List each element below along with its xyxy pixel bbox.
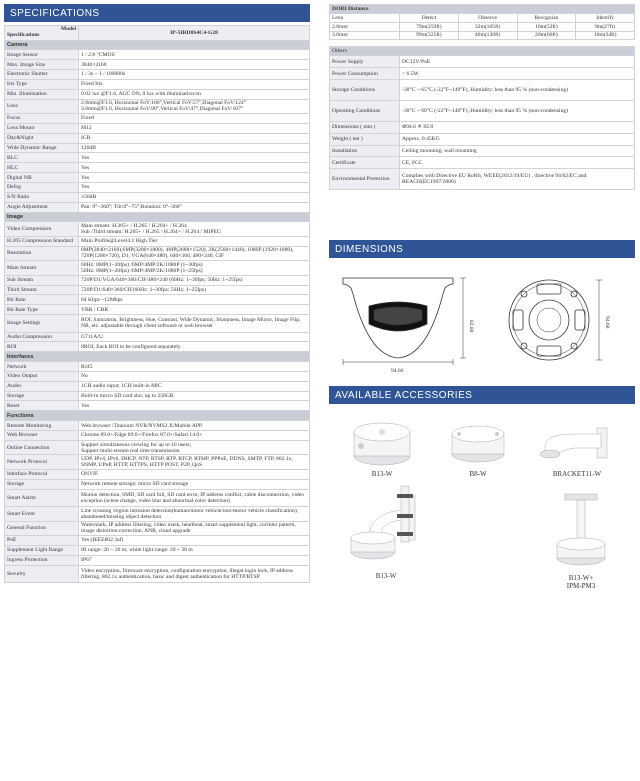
spec-label: Video Compression xyxy=(5,222,79,237)
dori-row xyxy=(330,22,635,31)
spec-value: G711A/U xyxy=(79,332,310,342)
spec-value: ICR xyxy=(79,133,310,143)
spec-value: 1CH audio input; 1CH built-in MIC xyxy=(79,381,310,391)
spec-value: IP67 xyxy=(79,555,310,565)
spec-value: 1 / 3s ~ 1 / 100000s xyxy=(79,70,310,80)
others-label: Storage Conditions xyxy=(330,79,400,100)
spec-value: Yes xyxy=(79,173,310,183)
section-title: Interfaces xyxy=(5,352,310,362)
spec-row xyxy=(5,469,310,479)
spec-label: Electronic Shutter xyxy=(5,70,79,80)
spec-value: Yes xyxy=(79,401,310,411)
spec-row xyxy=(5,381,310,391)
dori-cell: 40m(130ft) xyxy=(458,31,517,40)
spec-label: Storage xyxy=(5,391,79,401)
spec-label: Focus xyxy=(5,114,79,124)
dori-cell: 16m(52ft) xyxy=(517,22,576,31)
width-dim-label: 94.60 xyxy=(391,368,404,375)
spec-row xyxy=(5,99,310,114)
spec-row xyxy=(5,521,310,536)
spec-row xyxy=(5,275,310,285)
spec-value: 2.8mm@F1.6, Horizontal FoV:106°,Vertical FoV:57°,Diagonal FoV:124° 3.6mm@F1.6, Horizontal FoV:90°,Vertical FoV:47°,Diagonal FoV:107° xyxy=(79,99,310,114)
model-value: IP-5IRD8S4C4-G28 xyxy=(79,26,310,41)
spec-value: Fixed xyxy=(79,114,310,124)
spec-value: UDP, IPv4, IPv6, DHCP, NTP, RTSP, RTP, RTCP, RTMP, PPPoE, DDNS, SMTP, FTP, 802.1x, SNMP, UPnP, HTTP, HTTPS, HTTP POST, P2P, QoS xyxy=(79,455,310,470)
spec-label: Storage xyxy=(5,479,79,489)
dori-header: Recognize xyxy=(517,14,576,23)
spec-value: No xyxy=(79,371,310,381)
spec-label: Bit Rate Type xyxy=(5,305,79,315)
dori-cell: 20m(66ft) xyxy=(517,31,576,40)
spec-row xyxy=(5,305,310,315)
spec-row xyxy=(5,545,310,555)
dimensions-heading: DIMENSIONS xyxy=(335,243,404,255)
spec-label: Angle Adjustment xyxy=(5,202,79,212)
dori-header-row xyxy=(330,14,635,23)
spec-row xyxy=(5,507,310,522)
others-value: < 6.5W xyxy=(400,68,635,80)
spec-header-label: Specifications xyxy=(7,31,40,38)
dori-cell: 8m(27ft) xyxy=(576,22,635,31)
others-row xyxy=(330,100,635,121)
others-label: Certificate xyxy=(330,157,400,169)
spec-row xyxy=(5,489,310,507)
spec-row xyxy=(5,261,310,276)
spec-label: Resolution xyxy=(5,246,79,261)
right-column xyxy=(329,4,635,624)
spec-value: ≥56dB xyxy=(79,192,310,202)
spec-label: Remote Monitoring xyxy=(5,421,79,431)
specifications-banner xyxy=(4,4,310,22)
spec-value: ROI, Saturation, Brightness, Hue, Contrast, Wide Dynamic, Sharpness, Image Mirror, Image Flip, NR, etc. adjustable through client software or web browser xyxy=(79,315,310,333)
others-value: Approx. 0.45KG xyxy=(400,133,635,145)
spec-label: General Function xyxy=(5,521,79,536)
others-row xyxy=(330,121,635,133)
spec-value: 3840×2160 xyxy=(79,60,310,70)
dori-title: DORI Distance xyxy=(330,5,635,14)
spec-row xyxy=(5,192,310,202)
spec-value: Video encryption, firmware encryption, configuration encryption, illegal login lock, IP address filtering, 802.1x authentication, basic and digest authentication for HTTP/RTSP xyxy=(79,565,310,583)
spec-row xyxy=(5,401,310,411)
dori-title-row xyxy=(330,5,635,14)
others-value: CE, FCC xyxy=(400,157,635,169)
spec-label: Smart Alarm xyxy=(5,489,79,507)
junction-box-icon xyxy=(447,418,509,468)
others-label: Weight ( net ) xyxy=(330,133,400,145)
accessory-item xyxy=(551,492,611,590)
others-value: Ceiling mounting; wall mounting xyxy=(400,145,635,157)
dori-cell: 10m(34ft) xyxy=(576,31,635,40)
accessories-banner xyxy=(329,386,635,404)
spec-label: Ingress Protection xyxy=(5,555,79,565)
spec-row xyxy=(5,440,310,455)
spec-value: Yes (IEEE802.3af) xyxy=(79,536,310,546)
section-header-row xyxy=(5,212,310,222)
spec-label: Web Browser xyxy=(5,431,79,441)
dimensions-banner xyxy=(329,240,635,258)
accessory-label: BRACKET11-W xyxy=(552,470,602,479)
spec-row xyxy=(5,79,310,89)
spec-label: Digital NR xyxy=(5,173,79,183)
section-header-row xyxy=(5,411,310,421)
others-table xyxy=(329,46,635,190)
others-label: Power Supply xyxy=(330,56,400,68)
spec-value: Yes xyxy=(79,182,310,192)
spec-value: IR range: 20 ~ 30 m; white light range: 20 ~ 30 m xyxy=(79,545,310,555)
spec-label: ROI xyxy=(5,342,79,352)
others-row xyxy=(330,169,635,190)
spec-label: Min. Illumination xyxy=(5,89,79,99)
dori-header: Lens xyxy=(330,14,400,23)
section-header-row xyxy=(5,352,310,362)
spec-row xyxy=(5,60,310,70)
others-value: Φ94.6 ✕ 82.8 xyxy=(400,121,635,133)
spec-value: Line crossing /region intrusion detection(human/motor vehicle/non-motor vehicle classification), abandoned/missing object detection xyxy=(79,507,310,522)
accessories-heading: AVAILABLE ACCESSORIES xyxy=(335,389,473,401)
others-row xyxy=(330,79,635,100)
spec-label: Smart Event xyxy=(5,507,79,522)
others-row xyxy=(330,56,635,68)
spec-value: VBR / CBR xyxy=(79,305,310,315)
spec-value: Pan: 0°~360°; Tilt:0°~75°;Rotation: 0°~360° xyxy=(79,202,310,212)
accessory-label: B13-W xyxy=(375,572,397,581)
others-value: -30°C ~ 65°C (-22°F~149°F), Humidity: less than 95 % (non-condensing) xyxy=(400,79,635,100)
spec-row xyxy=(5,391,310,401)
spec-row xyxy=(5,371,310,381)
spec-row xyxy=(5,182,310,192)
spec-row xyxy=(5,342,310,352)
spec-label: Lens xyxy=(5,99,79,114)
dori-header: Detect xyxy=(400,14,459,23)
spec-row xyxy=(5,70,310,80)
spec-value: RJ45 xyxy=(79,362,310,372)
spec-value: 8MP(3840×2160),6MP(3200×1800), 4MP(2688×1520), 2K(2560×1440), 1080P (1920×1080), 720P(1280×720), D1, VGA(640×480), 640×360, 480×240, CIF xyxy=(79,246,310,261)
dori-cell: 3.6mm xyxy=(330,31,400,40)
spec-label: Supplement Light Range xyxy=(5,545,79,555)
spec-row xyxy=(5,173,310,183)
spec-label: Network Protocol xyxy=(5,455,79,470)
spec-label: Reset xyxy=(5,401,79,411)
spec-table xyxy=(4,25,310,583)
spec-label: HLC xyxy=(5,163,79,173)
spec-row xyxy=(5,153,310,163)
accessory-item xyxy=(389,484,429,546)
spec-label: Third Stream xyxy=(5,285,79,295)
dori-header: Observe xyxy=(458,14,517,23)
spec-label: Defog xyxy=(5,182,79,192)
camera-side-view xyxy=(343,278,466,365)
spec-row xyxy=(5,479,310,489)
accessory-label: B13-W+ IPM-PM3 xyxy=(566,574,596,591)
others-value: DC12V/PoE xyxy=(400,56,635,68)
spec-label: Network xyxy=(5,362,79,372)
spec-value: Chrome 89.0+/Edge 89.0+/Firefox 87.0+/Safari 14.0+ xyxy=(79,431,310,441)
accessory-item xyxy=(351,418,413,478)
spec-row xyxy=(5,295,310,305)
accessory-label: B8-W xyxy=(469,470,487,479)
dori-row xyxy=(330,31,635,40)
model-header-cell xyxy=(5,26,79,41)
spec-label: Security xyxy=(5,565,79,583)
spec-row xyxy=(5,555,310,565)
spec-value: 8ROI, Each ROI to be configured separately xyxy=(79,342,310,352)
spec-value: 60Hz: 8MP(1~20fps) /6MP/4MP/2K/1080P (1~30fps) 50Hz: 8MP(1~20fps) /6MP/4MP/2K/1080P (1~25fps) xyxy=(79,261,310,276)
spec-value: Fixed Iris xyxy=(79,79,310,89)
others-row xyxy=(330,133,635,145)
section-title: Image xyxy=(5,212,310,222)
spec-label: BLC xyxy=(5,153,79,163)
spec-label: Image Settings xyxy=(5,315,79,333)
spec-value: Watermark, IP address filtering, video mask, heartbeat, smart supplement light, corridor pattern, image distortion correction, ANR, cloud upgrade xyxy=(79,521,310,536)
section-title: Camera xyxy=(5,40,310,50)
base-dim-label: 94.60 xyxy=(604,316,610,329)
spec-row xyxy=(5,236,310,246)
spec-row xyxy=(5,143,310,153)
spec-label: Day&Night xyxy=(5,133,79,143)
spec-label: Lens Mount xyxy=(5,123,79,133)
spec-value: Web browser /Titanium NVR/NVMS2.X/Mobile APP xyxy=(79,421,310,431)
spec-value: 720P/D1/VGA/640×360/CIF/480×240 (60Hz: 1~30fps; 50Hz: 1~25fps) xyxy=(79,275,310,285)
others-label: Operating Conditions xyxy=(330,100,400,121)
spec-row xyxy=(5,431,310,441)
dori-cell: 2.8mm xyxy=(330,22,400,31)
dori-table xyxy=(329,4,635,40)
others-label: Dimensions ( mm ) xyxy=(330,121,400,133)
dori-cell: 99m(325ft) xyxy=(400,31,459,40)
spec-row xyxy=(5,565,310,583)
spec-label: Audio xyxy=(5,381,79,391)
spec-label: Video Output xyxy=(5,371,79,381)
spec-row xyxy=(5,202,310,212)
spec-label: Image Sensor xyxy=(5,50,79,60)
left-column xyxy=(4,4,310,583)
spec-value: 64 Kbps ~12Mbps xyxy=(79,295,310,305)
spec-value: 720P/D1/640×360/CIF(60Hz: 1~30fps; 50Hz: 1~25fps) xyxy=(79,285,310,295)
others-label: Power Consumption xyxy=(330,68,400,80)
dori-cell: 32m(105ft) xyxy=(458,22,517,31)
spec-row xyxy=(5,163,310,173)
spec-row xyxy=(5,421,310,431)
spec-label: Main Stream xyxy=(5,261,79,276)
others-value: -30°C ~ 60°C (-22°F~140°F), Humidity: less than 95 % (non-condensing) xyxy=(400,100,635,121)
spec-row xyxy=(5,89,310,99)
spec-row xyxy=(5,246,310,261)
dori-cell: 79m(259ft) xyxy=(400,22,459,31)
spec-value: 0.02 lux @F1.6, AGC ON, 0 lux with illumination on xyxy=(79,89,310,99)
spec-label: Interface Protocol xyxy=(5,469,79,479)
spec-value: 120dB xyxy=(79,143,310,153)
spec-row xyxy=(5,285,310,295)
spec-row xyxy=(5,536,310,546)
spec-value: Yes xyxy=(79,163,310,173)
spec-row xyxy=(5,332,310,342)
spec-value: 1 / 2.8 "CMOS xyxy=(79,50,310,60)
dimensions-drawing xyxy=(329,258,635,378)
spec-value: Yes xyxy=(79,153,310,163)
spec-row xyxy=(5,50,310,60)
others-title: Others xyxy=(330,47,635,56)
wall-bracket-icon xyxy=(535,418,619,468)
pole-mount-icon xyxy=(389,484,429,544)
others-label: Environmental Protection xyxy=(330,169,400,190)
dori-header: Identify xyxy=(576,14,635,23)
spec-label: Iris Type xyxy=(5,79,79,89)
spec-row xyxy=(5,123,310,133)
section-header-row xyxy=(5,40,310,50)
spec-value: Motion detection, SMD, SD card full, SD card error, IP address conflict, cable disconnection, video exception (scene change, video blur and abnormal color detection) xyxy=(79,489,310,507)
pendant-mount-icon xyxy=(551,492,611,572)
spec-label: Online Connection xyxy=(5,440,79,455)
others-row xyxy=(330,145,635,157)
spec-row xyxy=(5,362,310,372)
model-header-row xyxy=(5,26,310,41)
spec-value: Main Profile@Level4.1 High Tier xyxy=(79,236,310,246)
spec-label: PoE xyxy=(5,536,79,546)
spec-value: Built-in micro SD card slot, up to 256GB xyxy=(79,391,310,401)
accessories-grid xyxy=(329,404,635,624)
spec-value: M12 xyxy=(79,123,310,133)
spec-label: H.265 Compression Standard xyxy=(5,236,79,246)
others-value: Complies with Directive EU RoHS, WEEE(2012/19/EU) , directive 94/62/EC and REACH(EC1907/2006) xyxy=(400,169,635,190)
spec-row xyxy=(5,114,310,124)
spec-row xyxy=(5,455,310,470)
spec-label: S/N Ratio xyxy=(5,192,79,202)
spec-row xyxy=(5,315,310,333)
accessory-item xyxy=(447,418,509,478)
spec-value: Network remote storage; micro SD card storage xyxy=(79,479,310,489)
spec-label: Sub Stream xyxy=(5,275,79,285)
spec-value: Support simultaneous viewing for up to 10 users; Support multi-stream real time transmission xyxy=(79,440,310,455)
spec-row xyxy=(5,222,310,237)
height-dim-label: 82.80 xyxy=(468,320,474,333)
others-label: Installation xyxy=(330,145,400,157)
model-header-label: Model xyxy=(61,25,76,32)
others-row xyxy=(330,157,635,169)
spec-value: Main stream: H.265+ / H.265 / H.264+ / H.264 Sub /Third stream: H.265+ / H.265 / H.264+ / H.264 / MJPEG xyxy=(79,222,310,237)
spec-label: Wide Dynamic Range xyxy=(5,143,79,153)
junction-box-icon xyxy=(351,418,413,468)
spec-value: ONVIF xyxy=(79,469,310,479)
others-row xyxy=(330,68,635,80)
others-title-row xyxy=(330,47,635,56)
camera-base-view xyxy=(509,280,602,360)
spec-row xyxy=(5,133,310,143)
specifications-heading: SPECIFICATIONS xyxy=(10,7,100,19)
accessory-label: B13-W xyxy=(371,470,393,479)
dimensions-svg xyxy=(329,258,635,378)
spec-label: Bit Rate xyxy=(5,295,79,305)
spec-label: Max. Image Size xyxy=(5,60,79,70)
section-title: Functions xyxy=(5,411,310,421)
spec-label: Audio Compression xyxy=(5,332,79,342)
accessory-item xyxy=(535,418,619,478)
